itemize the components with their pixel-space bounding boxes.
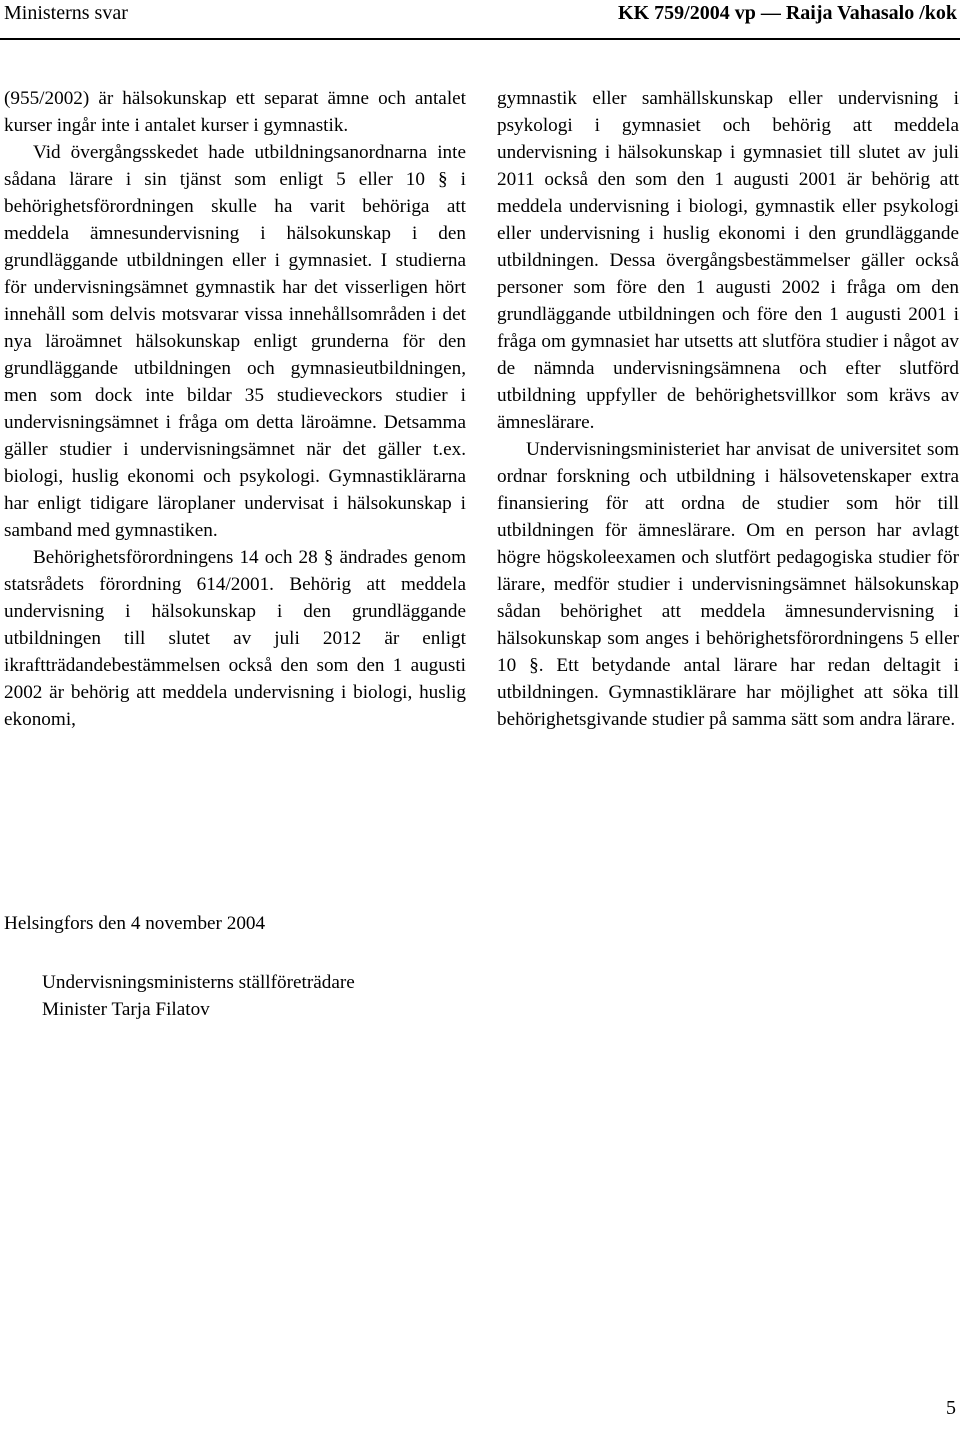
page-header — [0, 0, 960, 44]
right-column — [497, 85, 959, 733]
left-paragraph-1: (955/2002) är hälsokunskap ett separat ämne och antalet kurser ingår inte i antalet kurser i gymnastik. — [4, 88, 466, 136]
left-column — [4, 85, 466, 733]
closing-block — [4, 910, 704, 937]
signature-block — [42, 969, 355, 1023]
page-number: 5 — [946, 1397, 956, 1419]
left-paragraph-2: Vid övergångsskedet hade utbildningsanordnarna inte sådana lärare i sin tjänst som enligt 5 eller 10 § i behörighetsförordningen skulle ha varit behöriga att meddela ämnesundervisning i hälsokunskap i den grundläggande utbildningen eller i gymnasiet. I studierna för undervisningsämnet gymnastik har det visserligen hört innehåll som delvis motsvarar vissa innehållsområden i det nya läroämnet hälsokunskap enligt grunderna för den grundläggande utbildningen och gymnasieutbildningen, men som dock inte bildar 35 studieveckors studier i undervisningsämnet i fråga om detta läroämne. Detsamma gäller studier i undervisningsämnet när det gäller t.ex. biologi, huslig ekonomi och psykologi. Gymnastiklärarna har enligt tidigare läroplaner undervisat i hälsokunskap i samband med gymnastiken. — [4, 142, 466, 541]
place-and-date: Helsingfors den 4 november 2004 — [4, 913, 266, 934]
header-rule — [0, 38, 960, 40]
left-paragraph-3: Behörighetsförordningens 14 och 28 § ändrades genom statsrådets förordning 614/2001. Behörig att meddela undervisning i hälsokunskap i den grundläggande utbildningen till slutet av juli 2012 är enligt ikraftträdandebestämmelsen också den som den 1 augusti 2002 är behörig att meddela undervisning i biologi, huslig ekonomi, — [4, 547, 466, 730]
header-document-reference: KK 759/2004 vp — Raija Vahasalo /kok — [618, 2, 957, 24]
signatory-name: Minister Tarja Filatov — [42, 999, 210, 1020]
header-section-title: Ministerns svar — [4, 2, 128, 24]
right-paragraph-1: gymnastik eller samhällskunskap eller undervisning i psykologi i gymnasiet och behörig att meddela undervisning i hälsokunskap i gymnasiet till slutet av juli 2011 också den som den 1 augusti 2001 är behörig att meddela undervisning i biologi, gymnastik eller psykologi eller undervisning i huslig ekonomi i den grundläggande utbildningen. Dessa övergångsbestämmelser gäller också personer som före den 1 augusti 2002 i fråga om den grundläggande utbildningen och före den 1 augusti 2001 i fråga om gymnasiet har utsetts att slutföra studier i något av de nämnda undervisningsämnena och efter slutförd utbildning uppfyller de behörighetsvillkor som krävs av ämneslärare. — [497, 88, 959, 433]
right-paragraph-2: Undervisningsministeriet har anvisat de universitet som ordnar forskning och utbildning i hälsovetenskaper extra finansiering för att ordna de studier som hör till utbildningen för ämneslärare. Om en person har avlagt högre högskoleexamen och slutfört pedagogiska studier för lärare, medför studier i undervisningsämnet hälsokunskap sådan behörighet att meddela ämnesundervisning i hälsokunskap som anges i behörighetsförordningens 5 eller 10 §. Ett betydande antal lärare har redan deltagit i utbildningen. Gymnastiklärare har möjlighet att söka till behörighetsgivande studier på samma sätt som andra lärare. — [497, 439, 959, 730]
signatory-role: Undervisningsministerns ställföreträdare — [42, 972, 355, 993]
